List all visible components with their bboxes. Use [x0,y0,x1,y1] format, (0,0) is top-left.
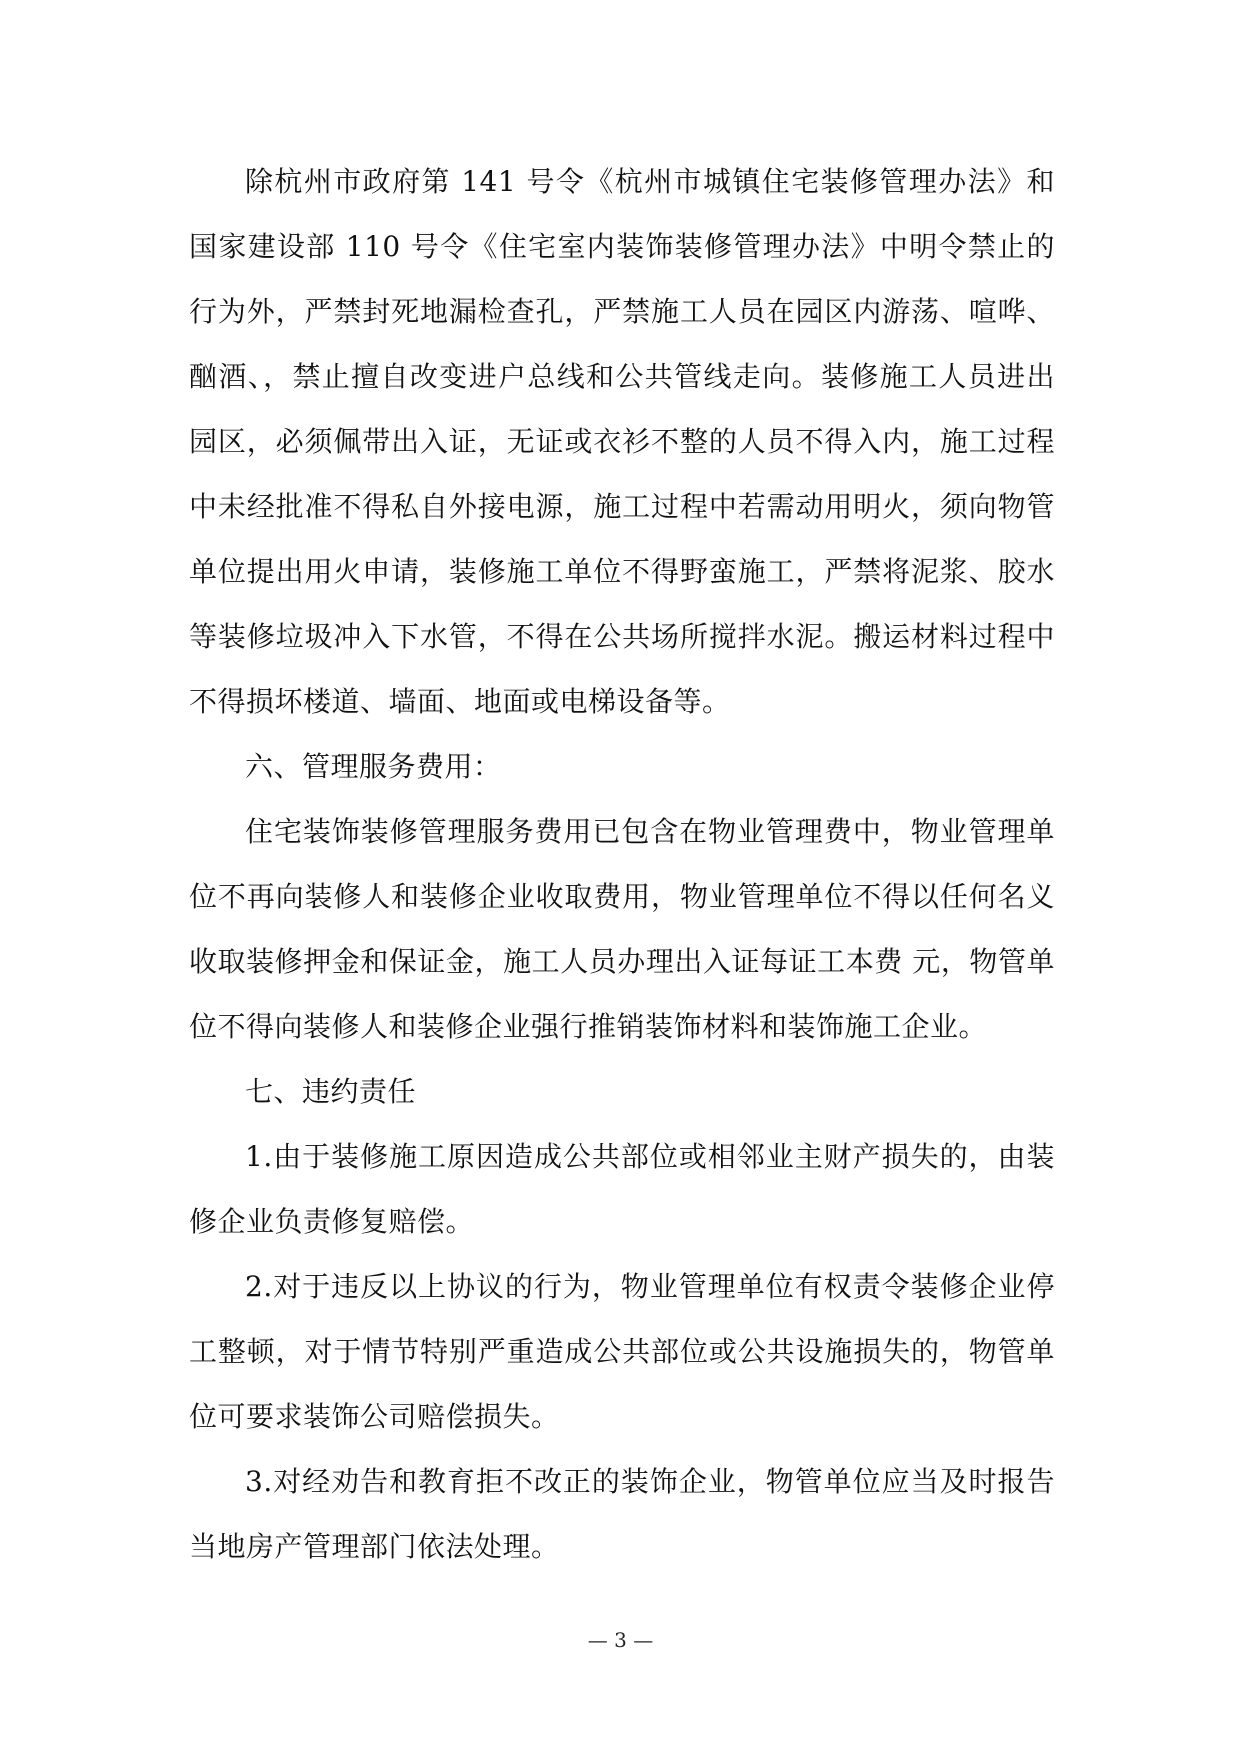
section-heading-service-fees: 六、管理服务费用： [245,750,502,783]
paragraph-service-fees: 住宅装饰装修管理服务费用已包含在物业管理费中，物业管理单位不再向装修人和装修企业收取费用，物业管理单位不得以任何名义收取装修押金和保证金，施工人员办理出入证每证工本费 元，物管单位不得向装修人和装修企业强行推销装饰材料和装饰施工企业。 [189,815,1055,1043]
paragraph-prohibited-conduct: 除杭州市政府第 141 号令《杭州市城镇住宅装修管理办法》和国家建设部 110 号令《住宅室内装饰装修管理办法》中明令禁止的行为外，严禁封死地漏检查孔，严禁施工人员在园区内游荡、喧哗、酗酒、，禁止擅自改变进户总线和公共管线走向。装修施工人员进出园区，必须佩带出入证，无证或衣衫不整的人员不得入内，施工过程中未经批准不得私自外接电源，施工过程中若需动用明火，须向物管单位提出用火申请，装修施工单位不得野蛮施工，严禁将泥浆、胶水等装修垃圾冲入下水管，不得在公共场所搅拌水泥。搬运材料过程中不得损坏楼道、墙面、地面或电梯设备等。 [189,165,1055,718]
section-heading-breach-liability: 七、违约责任 [245,1075,417,1108]
clause-3: 3.对经劝告和教育拒不改正的装饰企业，物管单位应当及时报告当地房产管理部门依法处理。 [189,1465,1055,1563]
page-number: — 3 — [587,1628,654,1652]
clause-1: 1.由于装修施工原因造成公共部位或相邻业主财产损失的，由装修企业负责修复赔偿。 [189,1140,1055,1238]
document-body [189,149,1055,1579]
clause-2: 2.对于违反以上协议的行为，物业管理单位有权责令装修企业停工整顿，对于情节特别严重造成公共部位或公共设施损失的，物管单位可要求装饰公司赔偿损失。 [189,1270,1055,1433]
